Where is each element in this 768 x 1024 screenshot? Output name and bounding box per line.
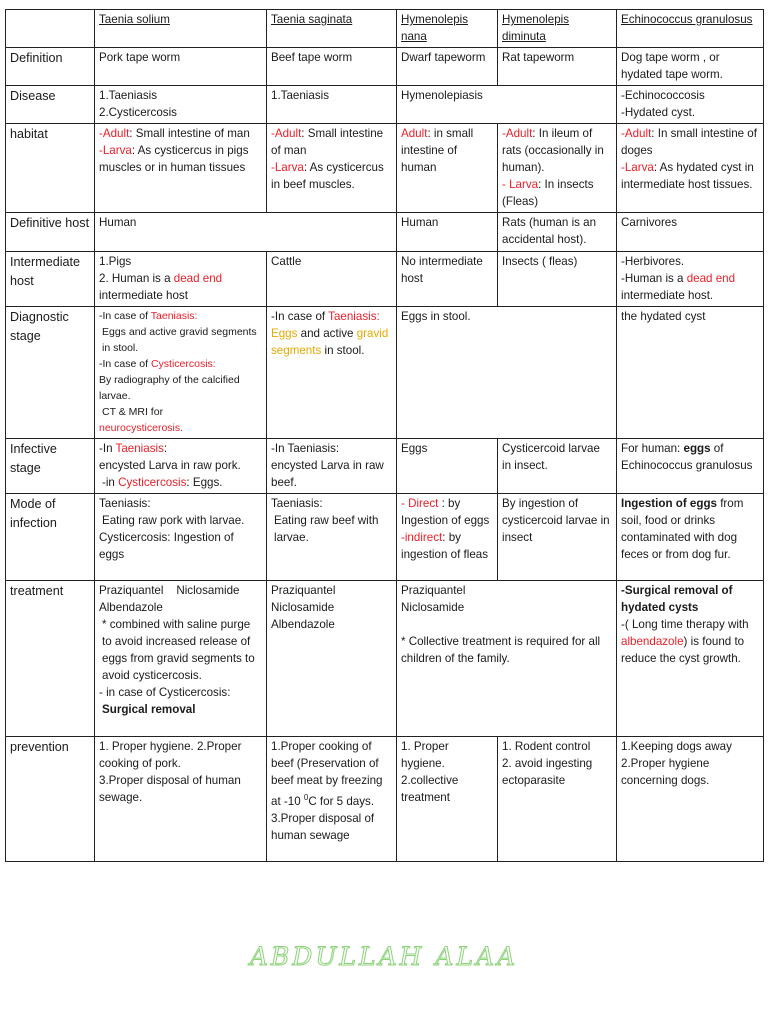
disease-e-granulosus-1: -Echinococcosis: [621, 89, 705, 102]
habitat-t-solium-adult: [99, 125, 262, 142]
habitat-e-granulosus-larva-text: : As hydated cyst in intermediate host tissues.: [621, 161, 754, 191]
diagnostic-t-solium-eggs: Eggs and active gravid segments in stool.: [102, 326, 257, 354]
indirect-keyword: -indirect: [401, 531, 443, 544]
direct-keyword: - Direct: [401, 497, 439, 510]
habitat-e-granulosus-larva: [621, 159, 759, 193]
adult-keyword: -Adult: [99, 127, 130, 140]
habitat-e-granulosus-adult-text: : In small intestine of doges: [621, 127, 757, 157]
intermediate-host-row: [6, 252, 764, 307]
treatment-t-solium-5: Surgical removal: [102, 703, 196, 716]
diagnostic-t-saginata-text: [271, 327, 388, 357]
mode-t-solium: [95, 494, 267, 581]
treatment-label: treatment: [6, 581, 95, 737]
treatment-row: [6, 581, 764, 737]
definitive-host-label: Definitive host: [6, 213, 95, 252]
prevention-t-solium-2: 3.Proper disposal of human sewage.: [99, 774, 241, 804]
habitat-e-granulosus-adult: [621, 125, 759, 159]
habitat-t-saginata-larva: [271, 159, 392, 193]
intermediate-host-e-granulosus-2-pre: -Human is a: [621, 272, 687, 285]
treatment-e-granulosus: [617, 581, 764, 737]
in-stool-text: in stool.: [321, 344, 365, 357]
echinococcus-text: of Echinococcus granulosus: [621, 442, 753, 472]
mode-h-nana: [397, 494, 498, 581]
infective-stage-row: [6, 439, 764, 494]
habitat-t-solium-larva: [99, 142, 262, 176]
prevention-h-diminuta-2: 2. avoid ingesting ectoparasite: [502, 757, 593, 787]
corner-cell: [6, 10, 95, 48]
definitive-host-taenia: Human: [95, 213, 397, 252]
cysticercosis-keyword: Cysticercosis: [118, 476, 187, 489]
adult-keyword: -Adult: [502, 127, 533, 140]
dead-end-keyword: dead end: [686, 272, 736, 285]
intermediate-host-h-nana: No intermediate host: [397, 252, 498, 307]
mode-t-saginata: [267, 494, 397, 581]
habitat-h-diminuta-adult: [502, 125, 612, 176]
mode-e-granulosus: [617, 494, 764, 581]
treatment-hymenolepis-1: Praziquantel: [401, 584, 466, 597]
treatment-t-solium-2: Albendazole: [99, 601, 163, 614]
header-echinococcus-granulosus: Echinococcus granulosus: [617, 10, 764, 48]
definition-t-saginata: Beef tape worm: [267, 48, 397, 86]
header-taenia-solium: Taenia solium: [95, 10, 267, 48]
disease-t-solium-2: 2.Cysticercosis: [99, 106, 177, 119]
definitive-host-row: [6, 213, 764, 252]
infective-in-prefix: -In: [99, 442, 116, 455]
diagnostic-stage-t-solium: [95, 307, 267, 439]
prevention-label: prevention: [6, 737, 95, 862]
adult-keyword: -Adult: [271, 127, 302, 140]
habitat-t-saginata-adult-text: : Small intestine of man: [271, 127, 384, 157]
diagnostic-stage-t-saginata: [267, 307, 397, 439]
header-taenia-saginata: Taenia saginata: [267, 10, 397, 48]
definition-h-diminuta: Rat tapeworm: [498, 48, 617, 86]
cysticercosis-keyword: Cysticercosis:: [150, 358, 216, 370]
prevention-h-diminuta-1: 1. Rodent control: [502, 740, 591, 753]
habitat-t-solium: [95, 124, 267, 213]
habitat-t-saginata-larva-text: : As cysticercus in beef muscles.: [271, 161, 384, 191]
eggs-keyword: Eggs: [271, 327, 298, 340]
habitat-h-nana-text: : in small intestine of human: [401, 127, 474, 174]
mode-t-saginata-2: Eating raw beef with larvae.: [274, 514, 379, 544]
intermediate-host-e-granulosus-2: [621, 270, 759, 287]
prevention-h-nana: [397, 737, 498, 862]
prevention-h-diminuta: [498, 737, 617, 862]
mode-t-solium-3: Cysticercosis: Ingestion of eggs: [99, 531, 234, 561]
intermediate-host-label: Intermediate host: [6, 252, 95, 307]
treatment-t-saginata-1: Praziquantel: [271, 584, 336, 597]
infective-t-solium-2: encysted Larva in raw pork.: [99, 459, 241, 472]
prevention-t-saginata-2: 3.Proper disposal of human sewage: [271, 811, 375, 842]
header-hymenolepis-nana: Hymenolepis nana: [397, 10, 498, 48]
disease-t-solium: [95, 86, 267, 124]
neurocysticerosis-keyword: neurocysticerosis.: [99, 422, 184, 434]
indirect-text: : by ingestion of fleas: [401, 531, 489, 561]
infective-stage-label: Infective stage: [6, 439, 95, 494]
prevention-e-granulosus-2: 2.Proper hygiene concerning dogs.: [621, 757, 710, 787]
habitat-h-nana: [397, 124, 498, 213]
habitat-e-granulosus: [617, 124, 764, 213]
prevention-t-solium-1: 1. Proper hygiene. 2.Proper cooking of pork.: [99, 740, 242, 770]
case-prefix: -In case of: [271, 310, 329, 323]
habitat-t-saginata: [267, 124, 397, 213]
taeniasis-keyword: Taeniasis:: [150, 310, 198, 322]
cyst-growth-text: ) is found to reduce the cyst growth.: [621, 635, 745, 665]
treatment-t-saginata-3: Albendazole: [271, 618, 335, 631]
mode-t-solium-1: Taeniasis:: [99, 497, 151, 510]
taeniasis-keyword: Taeniasis:: [328, 310, 380, 323]
treatment-t-solium-4: - in case of Cysticercosis:: [99, 686, 231, 699]
long-time-therapy-text: -( Long time therapy with: [621, 618, 749, 631]
mode-of-infection-label: Mode of infection: [6, 494, 95, 581]
prevention-t-saginata-1-pre: 1.Proper cooking of beef (Preservation of beef meat by freezing at -10: [271, 740, 383, 808]
intermediate-host-e-granulosus-3: intermediate host.: [621, 289, 714, 302]
infective-stage-h-diminuta: Cysticercoid larvae in insect.: [498, 439, 617, 494]
adult-keyword: Adult: [401, 127, 428, 140]
infective-stage-e-granulosus: [617, 439, 764, 494]
parasite-comparison-table: [5, 9, 764, 862]
treatment-t-solium-3: * combined with saline purge to avoid increased release of eggs from gravid segments to avoid cysticercosis.: [102, 618, 255, 682]
disease-label: Disease: [6, 86, 95, 124]
definition-label: Definition: [6, 48, 95, 86]
infective-stage-t-saginata: [267, 439, 397, 494]
taeniasis-keyword: Taeniasis: [115, 442, 164, 455]
treatment-e-granulosus-2: [621, 616, 759, 667]
direct-text: : by Ingestion of eggs: [401, 497, 490, 527]
treatment-hymenolepis-2: Niclosamide: [401, 601, 465, 614]
case-prefix: -In case of: [99, 358, 151, 370]
diagnostic-t-solium-radiography: By radiography of the calcified larvae.: [99, 374, 240, 402]
prevention-h-nana-2: 2.collective treatment: [401, 774, 459, 804]
larva-keyword: - Larva: [502, 178, 539, 191]
definition-h-nana: Dwarf tapeworm: [397, 48, 498, 86]
larva-keyword: -Larva: [271, 161, 304, 174]
prevention-e-granulosus-1: 1.Keeping dogs away: [621, 740, 732, 753]
infective-t-solium-1: -In Taeniasis:: [99, 442, 168, 455]
treatment-hymenolepis: [397, 581, 617, 737]
definitive-host-e-granulosus: Carnivores: [617, 213, 764, 252]
gravid-segments-keyword: gravid segments: [271, 327, 389, 357]
infective-t-saginata-2: encysted Larva in raw beef.: [271, 459, 384, 489]
author-signature: ABDULLAH ALAA: [249, 942, 519, 971]
larva-keyword: -Larva: [621, 161, 654, 174]
habitat-label: habitat: [6, 124, 95, 213]
habitat-t-solium-adult-text: : Small intestine of man: [129, 127, 250, 140]
dead-end-keyword: dead end: [173, 272, 223, 285]
habitat-h-diminuta-larva-text: : In insects (Fleas): [502, 178, 594, 208]
diagnostic-stage-row: [6, 307, 764, 439]
degree-superscript: 0: [303, 793, 309, 802]
treatment-t-saginata-2: Niclosamide: [271, 601, 335, 614]
mode-h-diminuta: By ingestion of cysticercoid larvae in insect: [498, 494, 617, 581]
prevention-t-solium: [95, 737, 267, 862]
disease-hymenolepis: Hymenolepiasis: [397, 86, 617, 124]
intermediate-host-e-granulosus: [617, 252, 764, 307]
header-row: [6, 10, 764, 48]
mode-e-granulosus-text: from soil, food or drinks contaminated with dog feces or from dog fur.: [621, 497, 744, 561]
definition-row: [6, 48, 764, 86]
diagnostic-t-solium-ct: CT & MRI for: [102, 406, 164, 418]
treatment-t-solium: [95, 581, 267, 737]
prevention-e-granulosus: [617, 737, 764, 862]
disease-t-solium-1: 1.Taeniasis: [99, 89, 158, 102]
for-human-text: For human:: [621, 442, 684, 455]
intermediate-host-t-solium: [95, 252, 267, 307]
and-active-text: and active: [297, 327, 357, 340]
prevention-t-saginata: [267, 737, 397, 862]
infective-t-solium-3: [99, 474, 262, 491]
diagnostic-stage-e-granulosus: the hydated cyst: [617, 307, 764, 439]
infective-stage-t-solium: [95, 439, 267, 494]
disease-t-saginata: 1.Taeniasis: [267, 86, 397, 124]
treatment-e-granulosus-1: -Surgical removal of hydated cysts: [621, 584, 733, 614]
larva-keyword: -Larva: [99, 144, 132, 157]
habitat-h-diminuta-larva: [502, 176, 612, 210]
intermediate-host-h-diminuta: Insects ( fleas): [498, 252, 617, 307]
disease-row: [6, 86, 764, 124]
eggs-bold: eggs: [683, 442, 711, 455]
treatment-t-saginata: [267, 581, 397, 737]
disease-e-granulosus: [617, 86, 764, 124]
infective-in-prefix-lower: -in: [102, 476, 119, 489]
habitat-t-saginata-adult: [271, 125, 392, 159]
header-hymenolepis-diminuta: Hymenolepis diminuta: [498, 10, 617, 48]
treatment-t-solium-1: Praziquantel Niclosamide: [99, 584, 240, 597]
habitat-row: [6, 124, 764, 213]
intermediate-host-t-solium-2-pre: 2. Human is a: [99, 272, 174, 285]
mode-t-saginata-1: Taeniasis:: [271, 497, 323, 510]
mode-of-infection-row: [6, 494, 764, 581]
diagnostic-t-solium-case-taeniasis: [99, 308, 262, 324]
prevention-t-saginata-1-post: C for 5 days.: [308, 794, 375, 808]
infective-stage-h-nana: Eggs: [397, 439, 498, 494]
prevention-h-nana-1: 1. Proper hygiene.: [401, 740, 449, 770]
infective-t-saginata-1: -In Taeniasis:: [271, 442, 340, 455]
intermediate-host-t-saginata: Cattle: [267, 252, 397, 307]
habitat-h-diminuta-adult-text: : In ileum of rats (occasionally in human).: [502, 127, 604, 174]
disease-e-granulosus-2: -Hydated cyst.: [621, 106, 696, 119]
albendazole-keyword: albendazole: [621, 635, 684, 648]
intermediate-host-t-solium-1: 1.Pigs: [99, 255, 132, 268]
definition-t-solium: Pork tape worm: [95, 48, 267, 86]
definition-e-granulosus: Dog tape worm , or hydated tape worm.: [617, 48, 764, 86]
diagnostic-t-solium-case-cysticercosis: [99, 356, 262, 372]
habitat-h-diminuta: [498, 124, 617, 213]
mode-t-solium-2: Eating raw pork with larvae.: [102, 514, 245, 527]
diagnostic-stage-hymenolepis: Eggs in stool.: [397, 307, 617, 439]
diagnostic-stage-label: Diagnostic stage: [6, 307, 95, 439]
prevention-t-saginata-1: [271, 738, 392, 810]
intermediate-host-t-solium-3: intermediate host: [99, 289, 188, 302]
case-prefix: -In case of: [99, 310, 151, 322]
intermediate-host-e-granulosus-1: -Herbivores.: [621, 255, 685, 268]
diagnostic-t-saginata-case: [271, 308, 392, 325]
intermediate-host-t-solium-2: [99, 270, 262, 287]
infective-eggs-tail: : Eggs.: [186, 476, 223, 489]
ingestion-of-eggs-bold: Ingestion of eggs: [621, 497, 717, 510]
prevention-row: [6, 737, 764, 862]
habitat-t-solium-larva-text: : As cysticercus in pigs muscles or in human tissues: [99, 144, 249, 174]
definitive-host-h-nana: Human: [397, 213, 498, 252]
definitive-host-h-diminuta: Rats (human is an accidental host).: [498, 213, 617, 252]
adult-keyword: -Adult: [621, 127, 652, 140]
treatment-hymenolepis-3: * Collective treatment is required for all children of the family.: [401, 635, 601, 665]
